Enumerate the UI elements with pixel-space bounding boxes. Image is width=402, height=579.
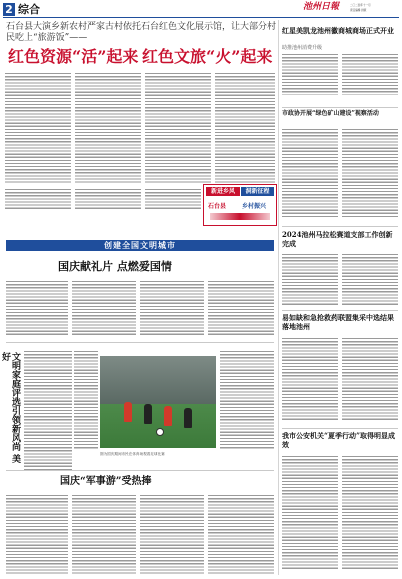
bottom-headline: 国庆“军事游”受热捧 xyxy=(60,476,152,487)
top-story-headline-right: 红色文旅“火”起来 xyxy=(142,47,273,66)
side-story-col xyxy=(24,350,72,470)
right-rule-2 xyxy=(282,226,398,227)
photo-stands xyxy=(100,356,216,404)
top-story-col-2b xyxy=(75,188,141,210)
photo-right-text xyxy=(220,350,274,450)
photo-left-text xyxy=(74,350,98,450)
civ-story-col-3 xyxy=(140,280,204,336)
masthead-date: 二〇二四年十一月 xyxy=(350,4,371,7)
bottom-col-3 xyxy=(140,494,204,574)
top-story-col-1 xyxy=(5,72,71,184)
top-story-col-4 xyxy=(215,72,275,184)
banner-ornament xyxy=(210,213,270,220)
right-story1-subtitle: 助推池州消费升级 xyxy=(282,45,323,51)
right-rule-1 xyxy=(282,107,398,108)
top-story-col-1b xyxy=(5,188,71,210)
civ-rule xyxy=(6,342,274,343)
photo-player-dark-2 xyxy=(184,408,192,428)
right-story3-title: 2024池州马拉松赛道支部工作创新完成 xyxy=(282,230,393,248)
civ-section-header: 创建全国文明城市 xyxy=(6,240,274,251)
right-rule-4 xyxy=(282,428,398,429)
bottom-rule xyxy=(6,470,274,471)
right-story1-col-a xyxy=(282,53,338,95)
right-rule-3 xyxy=(282,310,398,311)
right-story3-col-b xyxy=(342,253,398,305)
right-story4-title: 易如缺和急抢救药联盟集采中选结果落地池州 xyxy=(282,313,394,331)
photo-field xyxy=(100,404,216,448)
right-story2-col-a xyxy=(282,128,338,218)
right-story2-col-b xyxy=(342,128,398,218)
right-story4-col-a xyxy=(282,337,338,421)
newspaper-logo: 池州日報 xyxy=(303,2,340,12)
top-story-deck: 石台县大演乡新农村严家古村依托石台红色文化展示馆，让大部分村民吃上“旅游饭”—— xyxy=(6,22,277,43)
right-story4-col-b xyxy=(342,337,398,421)
page-number-badge: 2 xyxy=(3,3,15,16)
top-story-headline-left: 红色资源“活”起来 xyxy=(8,47,139,66)
bottom-col-2 xyxy=(72,494,136,574)
rural-banner xyxy=(203,184,277,226)
banner-right-sub: 乡村振兴 xyxy=(242,203,267,210)
right-story5-title: 我市公安机关“夏季行动”取得明显成效 xyxy=(282,431,396,449)
photo-player-red-2 xyxy=(164,406,172,426)
side-headline: 文明家庭评选引领新风尚 美好 xyxy=(0,352,20,464)
civ-story-col-4 xyxy=(208,280,274,336)
right-story2-title: 市政协开展“绿色矿山建设”视察活动 xyxy=(282,110,379,117)
masthead-rule xyxy=(3,17,399,18)
bottom-col-4 xyxy=(208,494,274,574)
right-story5-col-b xyxy=(342,455,398,570)
top-story-col-3 xyxy=(145,72,211,184)
right-story3-col-a xyxy=(282,253,338,305)
photo-player-dark xyxy=(144,404,152,424)
right-story5-col-a xyxy=(282,455,338,570)
bottom-col-1 xyxy=(6,494,68,574)
photo-player-red xyxy=(124,402,132,422)
banner-right-label: 洞新征程 xyxy=(241,187,274,196)
right-story1-col-b xyxy=(342,53,398,95)
football-photo xyxy=(100,356,216,448)
top-story-col-3b xyxy=(145,188,201,210)
masthead-edition: 责任编辑 排版 xyxy=(350,9,367,12)
civ-story-col-2 xyxy=(72,280,136,336)
photo-ball xyxy=(156,428,164,436)
right-story1-title: 红星美凯龙池州徽商城商场正式开业 xyxy=(282,26,394,35)
photo-caption: 图为国庆期间市民在体育场观看足球比赛 xyxy=(100,452,165,456)
section-title: 综合 xyxy=(18,3,40,16)
banner-left-sub: 石台县 xyxy=(208,203,227,210)
top-story-col-2 xyxy=(75,72,141,184)
right-column-divider xyxy=(278,20,279,575)
civ-headline: 国庆献礼片 点燃爱国情 xyxy=(58,260,172,273)
civ-story-col-1 xyxy=(6,280,68,336)
banner-left-label: 新进乡风 xyxy=(206,187,240,196)
